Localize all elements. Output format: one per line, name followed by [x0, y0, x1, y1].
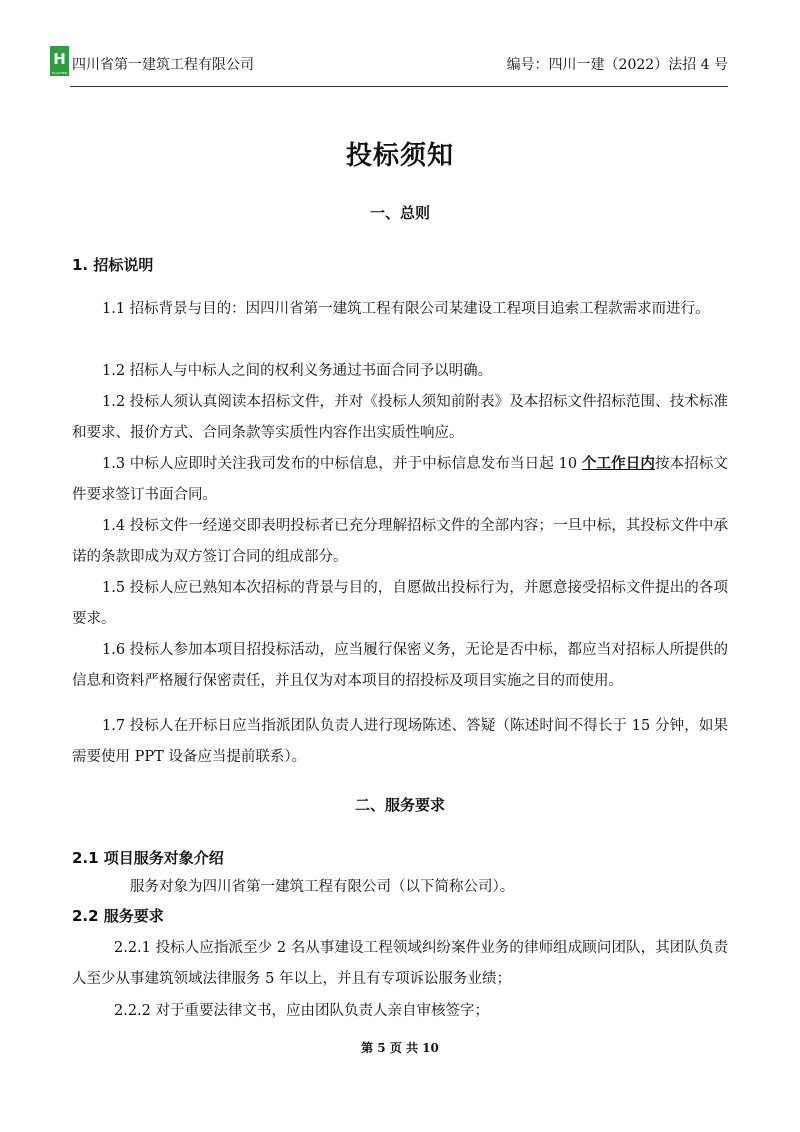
paragraph-2-1: 服务对象为四川省第一建筑工程有限公司（以下简称公司）。 [130, 879, 515, 895]
page-title: 投标须知 [345, 141, 454, 171]
paragraph-1-7: 1.7 投标人在开标日应当指派团队负责人进行现场陈述、答疑（陈述时间不得长于 15 分钟，如果需要使用 PPT 设备应当提前联系）。 [72, 718, 728, 765]
company-logo [50, 46, 69, 76]
page-number: 第 5 页 共 10 [361, 1041, 439, 1055]
paragraph-1-1: 1.1 招标背景与目的：因四川省第一建筑工程有限公司某建设工程项目追索工程款需求而进行。 [102, 301, 710, 317]
subheading-bidding-notes: 1. 招标说明 [72, 256, 154, 274]
header-document-code: 编号：四川一建（2022）法招 4 号 [506, 57, 728, 73]
paragraph-1-2b: 1.2 投标人须认真阅读本招标文件，并对《投标人须知前附表》及本招标文件招标范围、技术标准和要求、报价方式、合同条款等实质性内容作出实质性响应。 [72, 394, 728, 441]
paragraph-2-2-2: 2.2.2 对于重要法律文书，应由团队负责人亲自审核签字； [114, 1003, 490, 1019]
underlined-deadline: 个工作日内 [581, 456, 655, 472]
paragraph-1-5: 1.5 投标人应已熟知本次招标的背景与目的，自愿做出投标行为，并愿意接受招标文件提出的各项要求。 [72, 580, 728, 627]
header-company-name: 四川省第一建筑工程有限公司 [72, 57, 254, 73]
section-heading-general: 一、总则 [369, 204, 430, 222]
paragraph-1-6: 1.6 投标人参加本项目招投标活动，应当履行保密义务，无论是否中标，都应当对招标人所提供的信息和资料严格履行保密责任，并且仅为对本项目的招投标及项目实施之目的而使用。 [72, 642, 728, 689]
subheading-service-object: 2.1 项目服务对象介绍 [72, 849, 224, 867]
paragraph-1-4: 1.4 投标文件一经递交即表明投标者已充分理解招标文件的全部内容；一旦中标，其投标文件中承诺的条款即成为双方签订合同的组成部分。 [72, 518, 728, 565]
paragraph-2-2-1: 2.2.1 投标人应指派至少 2 名从事建设工程领域纠纷案件业务的律师组成顾问团队，其团队负责人至少从事建筑领域法律服务 5 年以上，并且有专项诉讼服务业绩； [72, 940, 728, 987]
logo-letter: H [53, 50, 66, 68]
subheading-service-requirements: 2.2 服务要求 [72, 907, 164, 925]
logo-caption: HUACHEN [52, 71, 67, 75]
paragraph-1-2a: 1.2 招标人与中标人之间的权利义务通过书面合同予以明确。 [102, 363, 493, 379]
section-heading-service: 二、服务要求 [354, 796, 445, 814]
header-divider [70, 86, 728, 87]
paragraph-1-3: 1.3 中标人应即时关注我司发布的中标信息，并于中标信息发布当日起 10 个工作日内按本招标文件要求签订书面合同。 [72, 456, 729, 503]
